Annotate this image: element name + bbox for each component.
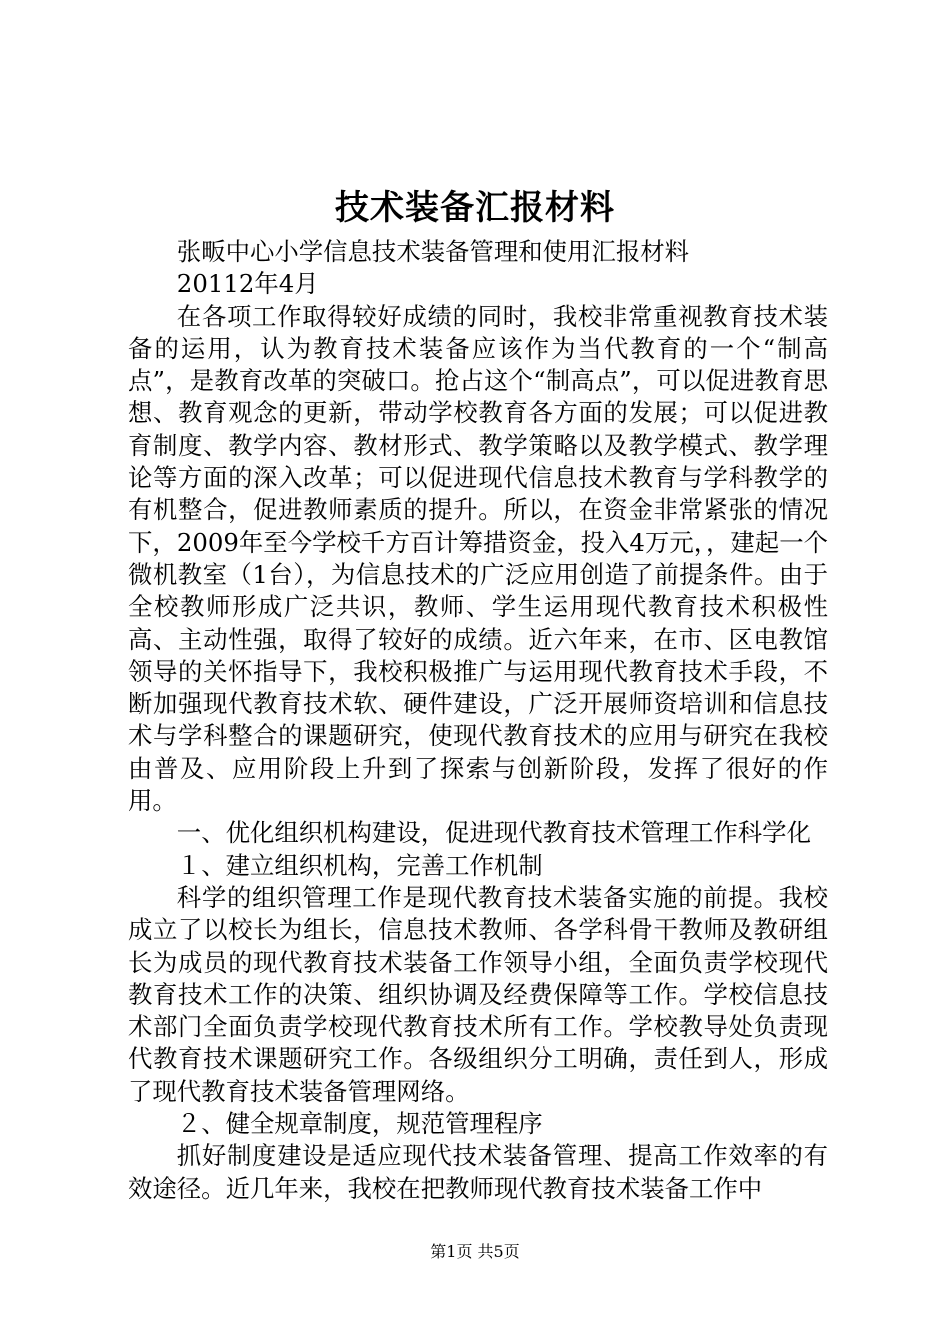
- document-body: [128, 236, 828, 1205]
- body-paragraph: 在各项工作取得较好成绩的同时，我校非常重视教育技术装备的运用，认为教育技术装备应该作为当代教育的一个“制高点”，是教育改革的突破口。抢占这个“制高点”，可以促进教育思想、教育观念的更新，带动学校教育各方面的发展；可以促进教育制度、教学内容、教材形式、教学策略以及教学模式、教学理论等方面的深入改革；可以促进现代信息技术教育与学科教学的有机整合，促进教师素质的提升。所以，在资金非常紧张的情况下，2009年至今学校千方百计筹措资金，投入4万元，，建起一个微机教室（1台），为信息技术的广泛应用创造了前提条件。由于全校教师形成广泛共识，教师、学生运用现代教育技术积极性高、主动性强，取得了较好的成绩。近六年来，在市、区电教馆领导的关怀指导下，我校积极推广与运用现代教育技术手段，不断加强现代教育技术软、硬件建设，广泛开展师资培训和信息技术与学科整合的课题研究，使现代教育技术的应用与研究在我校由普及、应用阶段上升到了探索与创新阶段，发挥了很好的作用。: [128, 301, 828, 816]
- subsection-heading: １、建立组织机构，完善工作机制: [176, 850, 543, 880]
- subsection-heading: ２、健全规章制度，规范管理程序: [176, 1109, 543, 1139]
- body-paragraph: 科学的组织管理工作是现代教育技术装备实施的前提。我校成立了以校长为组长，信息技术教师、各学科骨干教师及教研组长为成员的现代教育技术装备工作领导小组，全面负责学校现代教育技术工作的决策、组织协调及经费保障等工作。学校信息技术部门全面负责学校现代教育技术所有工作。学校教导处负责现代教育技术课题研究工作。各级组织分工明确，责任到人，形成了现代教育技术装备管理网络。: [128, 882, 828, 1106]
- page-footer: 第1页 共5页: [430, 1242, 520, 1261]
- body-paragraph: 抓好制度建设是适应现代技术装备管理、提高工作效率的有效途径。近几年来，我校在把教师现代教育技术装备工作中: [128, 1141, 828, 1203]
- document-title: 技术装备汇报材料: [335, 188, 615, 228]
- section-heading: 一、优化组织机构建设，促进现代教育技术管理工作科学化: [176, 818, 811, 848]
- subtitle-paragraph: 张畈中心小学信息技术装备管理和使用汇报材料: [176, 237, 690, 266]
- date-paragraph: 20112年4月: [176, 269, 319, 299]
